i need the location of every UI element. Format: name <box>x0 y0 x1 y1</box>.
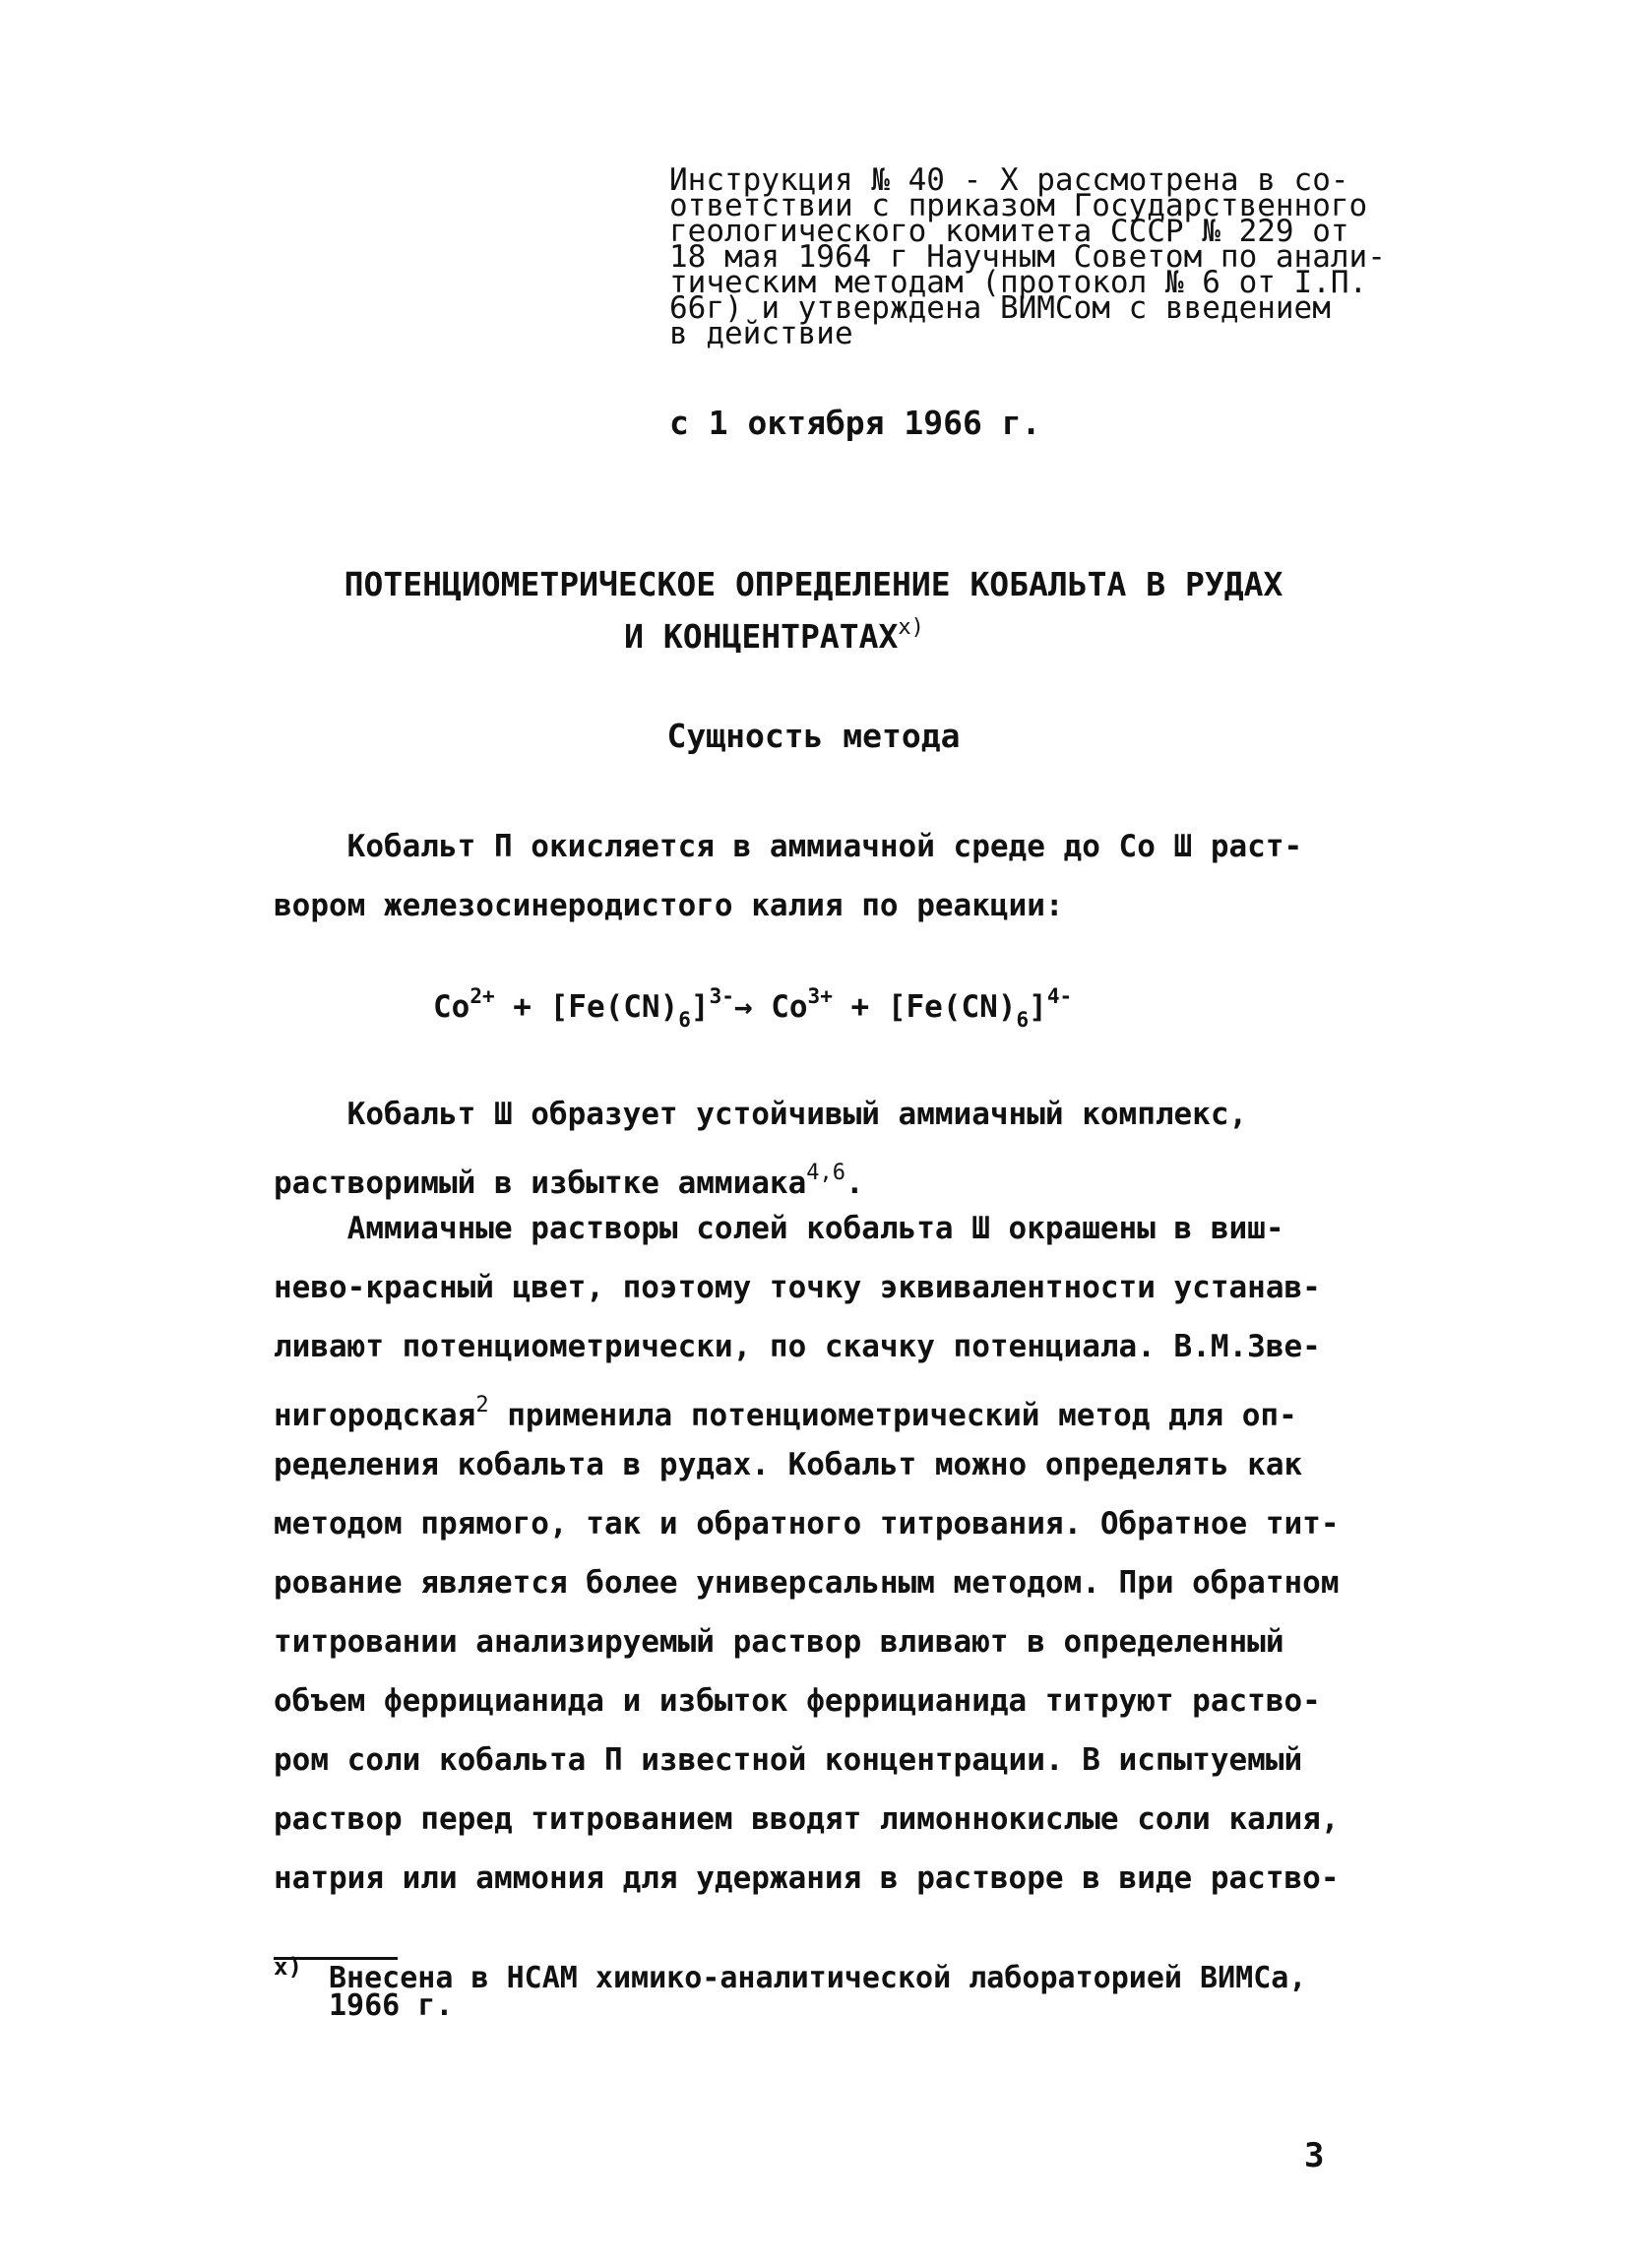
paragraph-text: растворимый в избытке аммиака <box>274 1166 807 1201</box>
footnote-line: Внесена в НСАМ химико-аналитической лабораторией ВИМСа, <box>329 1961 1307 1995</box>
paragraph-text: . <box>845 1166 864 1201</box>
section-heading: Сущность метода <box>666 717 961 755</box>
eq-term: ] <box>690 989 710 1025</box>
document-title-line-1: ПОТЕНЦИОМЕТРИЧЕСКОЕ ОПРЕДЕЛЕНИЕ КОБАЛЬТА В РУДАХ <box>344 565 1283 603</box>
paragraph-line: раствор перед титрованием вводят лимоннокислые соли калия, <box>274 1801 1340 1837</box>
paragraph-text: нигородская <box>274 1398 476 1433</box>
paragraph-text: применила потенциометрический метод для оп- <box>488 1398 1297 1433</box>
effective-date: с 1 октября 1966 г. <box>669 404 1041 442</box>
eq-superscript: 3- <box>709 984 734 1008</box>
footnote-text <box>329 1961 1307 2023</box>
footnote-marker: х) <box>274 1953 302 1981</box>
approval-note-line: в действие <box>669 316 853 351</box>
paragraph-line: Кобальт П окисляется в аммиачной среде до Со Ш раст- <box>274 829 1303 864</box>
paragraph-line: объем феррицианида и избыток феррицианида титруют раство- <box>274 1683 1321 1719</box>
approval-note-line: тическим методам (протокол № 6 от I.П. <box>669 265 1368 300</box>
reference-superscript: 4,6 <box>806 1161 845 1185</box>
paragraph-line: методом прямого, так и обратного титрования. Обратное тит- <box>274 1506 1340 1542</box>
eq-arrow: → Co <box>733 989 808 1025</box>
paragraph-line: Аммиачные растворы солей кобальта Ш окрашены в виш- <box>274 1211 1284 1246</box>
paragraph-1 <box>274 817 1366 935</box>
eq-superscript: 4- <box>1046 984 1073 1008</box>
paragraph-2 <box>274 1085 1366 1203</box>
paragraph-line: Кобальт Ш образует устойчивый аммиачный комплекс, <box>274 1097 1248 1132</box>
paragraph-line: ром соли кобальта П известной концентрации. В испытуемый <box>274 1742 1303 1778</box>
paragraph-line <box>274 1144 1366 1203</box>
approval-note-line: 66г) и утверждена ВИМСом с введением <box>669 290 1331 326</box>
document-title-line-2 <box>0 606 1588 659</box>
reference-superscript: 2 <box>475 1393 489 1418</box>
eq-superscript: 2+ <box>469 984 495 1008</box>
approval-note-line: 18 мая 1964 г Научным Советом по анали- <box>669 239 1386 275</box>
title-footnote-marker: х) <box>898 615 924 640</box>
eq-superscript: 3+ <box>807 984 833 1008</box>
eq-subscript: 6 <box>1016 1008 1030 1032</box>
eq-term: + [Fe(CN) <box>494 989 679 1025</box>
chemical-equation <box>433 975 1072 1041</box>
paragraph-line: вором железосинеродистого калия по реакции: <box>274 888 1064 923</box>
approval-note-line: геологического комитета СССР № 229 от <box>669 214 1349 249</box>
approval-note-line: Инструкция № 40 - Х рассмотрена в со- <box>669 162 1349 198</box>
paragraph-line: ределения кобальта в рудах. Кобальт можно определять как <box>274 1447 1303 1482</box>
eq-term: Co <box>433 989 470 1025</box>
paragraph-line: ливают потенциометрически, по скачку потенциала. В.М.Зве- <box>274 1329 1321 1364</box>
eq-term: + [Fe(CN) <box>832 989 1017 1025</box>
paragraph-line: титровании анализируемый раствор вливают в определенный <box>274 1624 1284 1660</box>
paragraph-line: натрия или аммония для удержания в растворе в виде раство- <box>274 1860 1340 1896</box>
approval-note-line: ответствии с приказом Государственного <box>669 188 1368 223</box>
eq-subscript: 6 <box>678 1008 691 1032</box>
paragraph-line <box>274 1376 1366 1435</box>
footnote-line: 1966 г. <box>329 1988 454 2023</box>
approval-note <box>669 162 1437 351</box>
document-title-text: И КОНЦЕНТРАТАХ <box>624 617 899 656</box>
paragraph-line: рование является более универсальным методом. При обратном <box>274 1565 1340 1601</box>
paragraph-3 <box>274 1199 1366 1908</box>
eq-term: ] <box>1029 989 1047 1025</box>
page-number: 3 <box>1304 2136 1325 2175</box>
paragraph-line: нево-красный цвет, поэтому точку эквивалентности устанав- <box>274 1270 1321 1305</box>
